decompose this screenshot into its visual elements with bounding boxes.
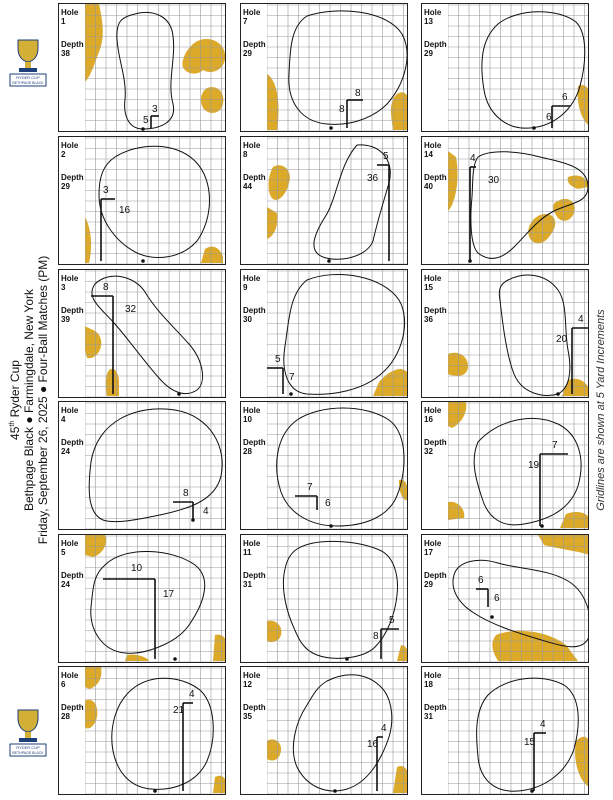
hole-label: Hole <box>424 8 442 17</box>
hole-number: 17 <box>424 548 433 557</box>
bunker-shape <box>562 379 588 396</box>
front-marker-dot <box>177 392 181 396</box>
green-outline <box>453 560 588 646</box>
hole-label: Hole <box>424 671 442 680</box>
front-marker-dot <box>329 126 333 130</box>
pin-distance-label: 21 <box>173 705 185 716</box>
pin-offset-label: 7 <box>307 482 313 493</box>
pin-distance-label: 36 <box>367 173 379 184</box>
green-outline <box>482 12 585 128</box>
hole-number: 1 <box>61 17 66 26</box>
hole-label: Hole <box>61 539 79 548</box>
green-diagram <box>267 4 407 131</box>
depth-label: Depth <box>61 40 84 49</box>
hole-label: Hole <box>243 141 261 150</box>
pin-distance-label: 8 <box>339 104 345 115</box>
hole-15-panel <box>421 269 589 398</box>
pin-distance-label: 15 <box>524 737 536 748</box>
hole-3-panel <box>58 269 226 398</box>
hole-8-panel <box>240 136 408 265</box>
depth-value: 28 <box>243 447 252 456</box>
pin-offset-label: 8 <box>183 488 189 499</box>
green-diagram <box>85 402 225 529</box>
yard-gridlines <box>85 667 225 794</box>
depth-value: 28 <box>61 712 70 721</box>
svg-text:BETHPAGE BLACK: BETHPAGE BLACK <box>12 81 44 85</box>
pin-offset-label: 6 <box>478 575 484 586</box>
front-marker-dot <box>191 518 195 522</box>
hole-number: 6 <box>61 680 66 689</box>
depth-label: Depth <box>424 438 447 447</box>
hole-label: Hole <box>243 539 261 548</box>
hole-10-panel <box>240 401 408 530</box>
hole-number: 4 <box>61 415 66 424</box>
hole-number: 18 <box>424 680 433 689</box>
hole-6-panel <box>58 666 226 795</box>
front-marker-dot <box>289 392 293 396</box>
front-marker-dot <box>153 789 157 793</box>
front-marker-dot <box>532 126 536 130</box>
green-outline <box>314 145 390 259</box>
front-marker-dot <box>540 524 544 528</box>
hole-info <box>61 539 85 589</box>
pin-offset-label: 6 <box>562 92 568 103</box>
hole-label: Hole <box>243 8 261 17</box>
front-marker-dot <box>530 789 534 793</box>
hole-info <box>424 8 448 58</box>
green-outline <box>99 146 210 257</box>
pin-offset-label: 5 <box>275 354 281 365</box>
pin-distance-label: 7 <box>289 372 295 383</box>
yard-gridlines <box>267 402 407 529</box>
bunker-shape <box>448 502 464 520</box>
pin-offset-label: 8 <box>355 88 361 99</box>
hole-18-panel <box>421 666 589 795</box>
bunker-shape <box>448 353 468 376</box>
bunker-shape <box>538 535 588 555</box>
bunker-shape <box>568 175 588 189</box>
hole-label: Hole <box>424 539 442 548</box>
depth-value: 35 <box>243 712 252 721</box>
depth-label: Depth <box>424 40 447 49</box>
depth-label: Depth <box>61 173 84 182</box>
green-diagram <box>85 535 225 662</box>
hole-info <box>424 539 448 589</box>
depth-label: Depth <box>243 173 266 182</box>
front-marker-dot <box>345 657 349 661</box>
depth-label: Depth <box>424 306 447 315</box>
pin-distance-label: 6 <box>494 593 500 604</box>
bunker-shape <box>213 635 225 661</box>
hole-11-panel <box>240 534 408 663</box>
yard-gridlines <box>448 402 588 529</box>
depth-value: 44 <box>243 182 252 191</box>
front-marker-dot <box>329 524 333 528</box>
pin-offset-label: 8 <box>103 282 109 293</box>
green-diagram <box>448 667 588 794</box>
hole-label: Hole <box>61 671 79 680</box>
bunker-shape <box>269 165 290 200</box>
hole-label: Hole <box>61 406 79 415</box>
pin-distance-label: 20 <box>556 334 568 345</box>
hole-info <box>243 8 267 58</box>
event-title-block <box>6 120 50 680</box>
bunker-shape <box>578 85 588 126</box>
hole-number: 11 <box>243 548 252 557</box>
hole-info <box>243 141 267 191</box>
hole-label: Hole <box>424 274 442 283</box>
pin-distance-label: 4 <box>203 506 209 517</box>
bunker-shape <box>267 74 279 130</box>
hole-info <box>61 141 85 191</box>
gridline-note: Gridlines are shown at 5 Yard Increments <box>595 309 607 511</box>
depth-label: Depth <box>61 438 84 447</box>
green-diagram <box>448 535 588 662</box>
svg-text:BETHPAGE BLACK: BETHPAGE BLACK <box>12 751 44 755</box>
hole-number: 15 <box>424 283 433 292</box>
yard-gridlines <box>267 4 407 131</box>
bunker-shape <box>125 655 149 661</box>
hole-label: Hole <box>424 141 442 150</box>
pin-distance-label: 6 <box>325 498 331 509</box>
hole-2-panel <box>58 136 226 265</box>
ryder-cup-logo-bottom <box>4 706 52 758</box>
svg-text:RYDER CUP: RYDER CUP <box>16 75 40 80</box>
event-title: 45th Ryder Cup <box>8 360 22 440</box>
green-outline <box>477 678 579 791</box>
depth-value: 31 <box>243 580 252 589</box>
depth-value: 30 <box>243 315 252 324</box>
bunker-shape <box>182 39 225 74</box>
pin-offset-label: 4 <box>540 719 546 730</box>
hole-4-panel <box>58 401 226 530</box>
depth-value: 38 <box>61 49 70 58</box>
depth-label: Depth <box>243 438 266 447</box>
hole-14-panel <box>421 136 589 265</box>
front-marker-dot <box>333 789 337 793</box>
bunker-shape <box>393 766 407 793</box>
bunker-shape <box>267 621 281 642</box>
hole-number: 5 <box>61 548 66 557</box>
front-marker-dot <box>556 392 560 396</box>
depth-label: Depth <box>424 173 447 182</box>
hole-7-panel <box>240 3 408 132</box>
green-diagram <box>85 137 225 264</box>
green-diagram <box>85 667 225 794</box>
svg-text:RYDER CUP: RYDER CUP <box>16 745 40 750</box>
green-diagram <box>267 535 407 662</box>
bunker-shape <box>267 739 281 760</box>
bunker-shape <box>85 217 91 263</box>
pin-offset-label: 3 <box>152 104 158 115</box>
depth-label: Depth <box>61 703 84 712</box>
pin-distance-label: 16 <box>367 739 379 750</box>
hole-info <box>243 274 267 324</box>
left-margin <box>0 0 56 800</box>
hole-number: 2 <box>61 150 66 159</box>
hole-13-panel <box>421 3 589 132</box>
depth-value: 40 <box>424 182 433 191</box>
front-marker-dot <box>327 259 331 263</box>
green-diagram <box>267 402 407 529</box>
hole-number: 12 <box>243 680 252 689</box>
hole-17-panel <box>421 534 589 663</box>
depth-label: Depth <box>424 703 447 712</box>
depth-label: Depth <box>61 306 84 315</box>
hole-number: 16 <box>424 415 433 424</box>
bunker-shape <box>397 645 407 661</box>
bunker-shape <box>267 207 277 239</box>
hole-info <box>243 406 267 456</box>
hole-label: Hole <box>61 274 79 283</box>
hole-label: Hole <box>61 141 79 150</box>
ryder-cup-logo-top <box>4 36 52 88</box>
depth-value: 31 <box>424 712 433 721</box>
hole-info <box>424 141 448 191</box>
depth-value: 36 <box>424 315 433 324</box>
pin-distance-label: 5 <box>143 115 149 126</box>
depth-label: Depth <box>243 306 266 315</box>
front-marker-dot <box>173 657 177 661</box>
green-diagram <box>85 270 225 397</box>
hole-1-panel <box>58 3 226 132</box>
pin-offset-label: 7 <box>552 440 558 451</box>
depth-value: 39 <box>61 315 70 324</box>
pin-offset-label: 5 <box>389 615 395 626</box>
depth-value: 24 <box>61 447 70 456</box>
green-diagram <box>85 4 225 131</box>
depth-value: 29 <box>61 182 70 191</box>
green-diagram <box>267 270 407 397</box>
hole-12-panel <box>240 666 408 795</box>
yard-gridlines <box>448 667 588 794</box>
hole-info <box>61 406 85 456</box>
hole-info <box>424 671 448 721</box>
yard-gridlines <box>448 4 588 131</box>
green-diagram <box>267 137 407 264</box>
pin-offset-label: 3 <box>103 185 109 196</box>
hole-info <box>424 406 448 456</box>
green-diagram <box>448 137 588 264</box>
hole-number: 14 <box>424 150 433 159</box>
green-diagram <box>267 667 407 794</box>
hole-label: Hole <box>243 274 261 283</box>
front-marker-dot <box>490 615 494 619</box>
hole-label: Hole <box>424 406 442 415</box>
bunker-shape <box>575 737 588 787</box>
hole-16-panel <box>421 401 589 530</box>
depth-label: Depth <box>61 571 84 580</box>
depth-label: Depth <box>424 571 447 580</box>
depth-value: 29 <box>424 49 433 58</box>
pin-offset-label: 5 <box>383 151 389 162</box>
pin-distance-label: 19 <box>528 460 540 471</box>
green-outline <box>89 409 222 522</box>
green-diagram <box>448 270 588 397</box>
bunker-shape <box>213 776 225 793</box>
bunker-shape <box>85 326 101 358</box>
hole-label: Hole <box>243 671 261 680</box>
pin-offset-label: 4 <box>189 689 195 700</box>
hole-label: Hole <box>61 8 79 17</box>
front-marker-dot <box>468 259 472 263</box>
depth-label: Depth <box>243 571 266 580</box>
pin-offset-label: 4 <box>470 153 476 164</box>
green-diagram <box>448 4 588 131</box>
bunker-shape <box>391 92 407 130</box>
yard-gridlines <box>85 137 225 264</box>
depth-value: 32 <box>424 447 433 456</box>
hole-9-panel <box>240 269 408 398</box>
event-session: Friday, September 26, 2025 ● Four-Ball Matches (PM) <box>36 255 50 545</box>
right-margin <box>590 0 613 800</box>
depth-label: Depth <box>243 40 266 49</box>
green-outline <box>289 11 407 124</box>
pin-distance-label: 16 <box>119 205 131 216</box>
bunker-shape <box>448 151 458 211</box>
bunker-shape <box>85 667 101 689</box>
pin-distance-label: 30 <box>488 175 500 186</box>
bunker-shape <box>201 247 223 263</box>
hole-number: 7 <box>243 17 248 26</box>
hole-info <box>243 539 267 589</box>
hole-number: 3 <box>61 283 66 292</box>
front-marker-dot <box>141 259 145 263</box>
green-outline <box>471 152 588 259</box>
pin-offset-label: 4 <box>381 723 387 734</box>
depth-value: 29 <box>243 49 252 58</box>
hole-number: 8 <box>243 150 248 159</box>
pin-distance-label: 32 <box>125 304 137 315</box>
pin-distance-label: 17 <box>163 589 175 600</box>
hole-5-panel <box>58 534 226 663</box>
pin-offset-label: 10 <box>131 563 143 574</box>
pin-distance-label: 8 <box>373 631 379 642</box>
hole-info <box>61 274 85 324</box>
hole-info <box>424 274 448 324</box>
event-venue: Bethpage Black ● Farmingdale, New York <box>22 288 36 512</box>
depth-value: 29 <box>424 580 433 589</box>
hole-info <box>243 671 267 721</box>
hole-label: Hole <box>243 406 261 415</box>
bunker-shape <box>373 369 407 396</box>
green-outline <box>117 12 174 129</box>
green-diagram <box>448 402 588 529</box>
hole-info <box>61 671 85 721</box>
bunker-shape <box>201 87 223 113</box>
hole-number: 13 <box>424 17 433 26</box>
pin-offset-label: 4 <box>578 314 584 325</box>
front-marker-dot <box>141 127 145 131</box>
hole-number: 9 <box>243 283 248 292</box>
depth-value: 24 <box>61 580 70 589</box>
depth-label: Depth <box>243 703 266 712</box>
hole-number: 10 <box>243 415 252 424</box>
pin-distance-label: 6 <box>546 112 552 123</box>
hole-info <box>61 8 85 58</box>
